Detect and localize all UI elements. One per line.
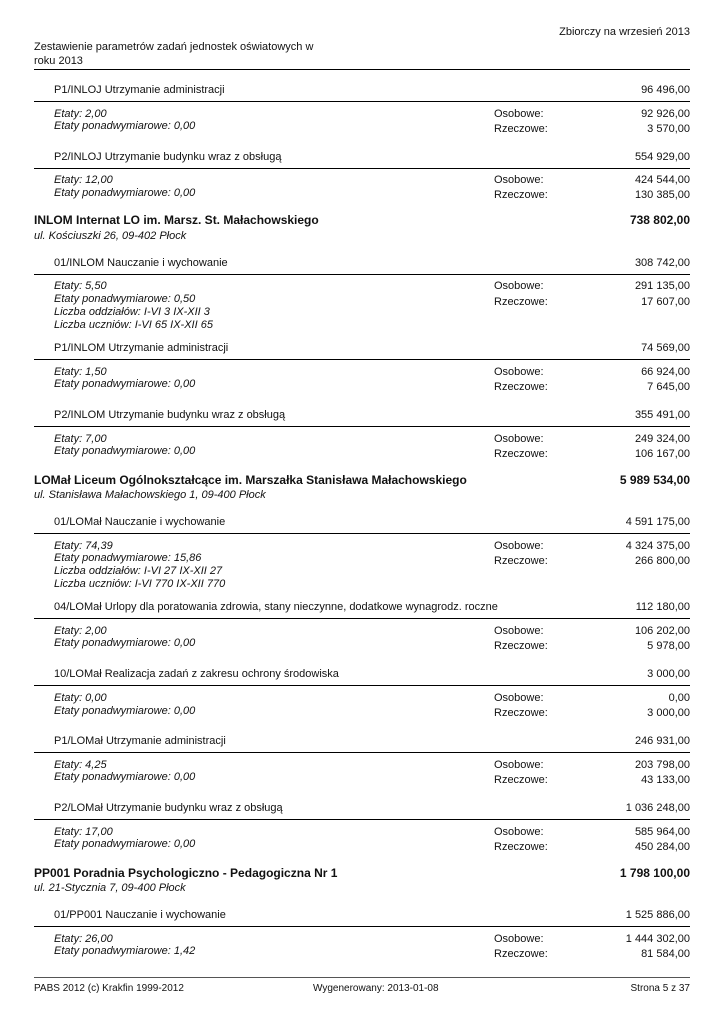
- task-amount: 112 180,00: [635, 601, 690, 613]
- osobowe-label: Osobowe:: [494, 108, 544, 120]
- osobowe-label: Osobowe:: [494, 433, 544, 445]
- liczba-uczniow: Liczba uczniów: I-VI 65 IX-XII 65: [54, 319, 213, 331]
- task-label: 01/LOMał Nauczanie i wychowanie: [54, 516, 226, 528]
- etaty: Etaty: 1,50: [54, 366, 107, 378]
- etaty-ponadwymiarowe: Etaty ponadwymiarowe: 1,42: [54, 945, 196, 957]
- etaty: Etaty: 2,00: [54, 108, 107, 120]
- liczba-oddzialow: Liczba oddziałów: I-VI 27 IX-XII 27: [54, 565, 223, 577]
- unit-name: PP001 Poradnia Psychologiczno - Pedagogiczna Nr 1: [34, 866, 338, 880]
- etaty: Etaty: 2,00: [54, 625, 107, 637]
- task-amount: 3 000,00: [647, 668, 690, 680]
- osobowe-label: Osobowe:: [494, 366, 544, 378]
- task-label: P1/LOMał Utrzymanie administracji: [54, 735, 226, 747]
- rzeczowe-label: Rzeczowe:: [494, 948, 548, 960]
- rzeczowe-label: Rzeczowe:: [494, 774, 548, 786]
- task-divider: [34, 274, 690, 275]
- footer-copyright: PABS 2012 (c) Krakfin 1999-2012: [34, 983, 184, 994]
- rzeczowe-value: 17 607,00: [641, 296, 690, 308]
- etaty-ponadwymiarowe: Etaty ponadwymiarowe: 0,00: [54, 637, 196, 649]
- etaty: Etaty: 7,00: [54, 433, 107, 445]
- etaty-ponadwymiarowe: Etaty ponadwymiarowe: 0,00: [54, 378, 196, 390]
- rzeczowe-label: Rzeczowe:: [494, 296, 548, 308]
- rzeczowe-value: 5 978,00: [647, 640, 690, 652]
- rzeczowe-label: Rzeczowe:: [494, 189, 548, 201]
- rzeczowe-value: 106 167,00: [634, 448, 690, 460]
- rzeczowe-value: 130 385,00: [634, 189, 690, 201]
- task-amount: 355 491,00: [634, 409, 690, 421]
- etaty-ponadwymiarowe: Etaty ponadwymiarowe: 15,86: [54, 552, 202, 564]
- task-divider: [34, 685, 690, 686]
- osobowe-value: 424 544,00: [634, 174, 690, 186]
- etaty: Etaty: 0,00: [54, 692, 107, 704]
- task-divider: [34, 819, 690, 820]
- task-amount: 554 929,00: [634, 151, 690, 163]
- unit-total: 738 802,00: [629, 213, 690, 227]
- osobowe-value: 291 135,00: [634, 280, 690, 292]
- task-divider: [34, 168, 690, 169]
- task-amount: 74 569,00: [641, 342, 690, 354]
- task-divider: [34, 101, 690, 102]
- rzeczowe-value: 7 645,00: [647, 381, 690, 393]
- task-divider: [34, 618, 690, 619]
- osobowe-value: 585 964,00: [634, 826, 690, 838]
- rzeczowe-value: 43 133,00: [641, 774, 690, 786]
- footer-generated: Wygenerowany: 2013-01-08: [313, 983, 439, 994]
- rzeczowe-label: Rzeczowe:: [494, 123, 548, 135]
- task-label: 10/LOMał Realizacja zadań z zakresu ochrony środowiska: [54, 668, 339, 680]
- osobowe-value: 106 202,00: [634, 625, 690, 637]
- rzeczowe-value: 266 800,00: [634, 555, 690, 567]
- osobowe-value: 1 444 302,00: [625, 933, 690, 945]
- task-label: 01/PP001 Nauczanie i wychowanie: [54, 909, 226, 921]
- osobowe-label: Osobowe:: [494, 540, 544, 552]
- osobowe-label: Osobowe:: [494, 692, 544, 704]
- unit-name: LOMał Liceum Ogólnokształcące im. Marszałka Stanisława Małachowskiego: [34, 473, 467, 487]
- osobowe-label: Osobowe:: [494, 933, 544, 945]
- osobowe-label: Osobowe:: [494, 759, 544, 771]
- report-title-line1: Zestawienie parametrów zadań jednostek oświatowych w: [34, 41, 314, 53]
- etaty: Etaty: 17,00: [54, 826, 113, 838]
- report-title-line2: roku 2013: [34, 55, 83, 67]
- etaty-ponadwymiarowe: Etaty ponadwymiarowe: 0,50: [54, 293, 196, 305]
- etaty: Etaty: 4,25: [54, 759, 107, 771]
- task-divider: [34, 359, 690, 360]
- report-period: Zbiorczy na wrzesień 2013: [559, 26, 690, 38]
- osobowe-value: 4 324 375,00: [625, 540, 690, 552]
- etaty-ponadwymiarowe: Etaty ponadwymiarowe: 0,00: [54, 705, 196, 717]
- liczba-uczniow: Liczba uczniów: I-VI 770 IX-XII 770: [54, 578, 226, 590]
- footer-page-number: Strona 5 z 37: [630, 983, 690, 994]
- osobowe-value: 0,00: [668, 692, 690, 704]
- etaty-ponadwymiarowe: Etaty ponadwymiarowe: 0,00: [54, 771, 196, 783]
- unit-total: 1 798 100,00: [619, 866, 690, 880]
- task-amount: 1 036 248,00: [625, 802, 690, 814]
- task-divider: [34, 752, 690, 753]
- osobowe-value: 92 926,00: [641, 108, 690, 120]
- task-divider: [34, 426, 690, 427]
- etaty-ponadwymiarowe: Etaty ponadwymiarowe: 0,00: [54, 120, 196, 132]
- unit-address: ul. 21-Stycznia 7, 09-400 Płock: [34, 882, 186, 894]
- rzeczowe-value: 3 000,00: [647, 707, 690, 719]
- task-divider: [34, 926, 690, 927]
- rzeczowe-value: 3 570,00: [647, 123, 690, 135]
- rzeczowe-label: Rzeczowe:: [494, 640, 548, 652]
- unit-address: ul. Stanisława Małachowskiego 1, 09-400 Płock: [34, 489, 266, 501]
- task-label: P2/INLOJ Utrzymanie budynku wraz z obsługą: [54, 151, 282, 163]
- osobowe-value: 249 324,00: [634, 433, 690, 445]
- task-amount: 96 496,00: [641, 84, 690, 96]
- osobowe-label: Osobowe:: [494, 826, 544, 838]
- header-divider: [34, 69, 690, 70]
- rzeczowe-label: Rzeczowe:: [494, 555, 548, 567]
- task-label: P2/INLOM Utrzymanie budynku wraz z obsługą: [54, 409, 286, 421]
- osobowe-value: 66 924,00: [641, 366, 690, 378]
- etaty: Etaty: 12,00: [54, 174, 113, 186]
- etaty-ponadwymiarowe: Etaty ponadwymiarowe: 0,00: [54, 838, 196, 850]
- etaty-ponadwymiarowe: Etaty ponadwymiarowe: 0,00: [54, 445, 196, 457]
- osobowe-label: Osobowe:: [494, 625, 544, 637]
- rzeczowe-label: Rzeczowe:: [494, 841, 548, 853]
- task-label: 04/LOMał Urlopy dla poratowania zdrowia, stany nieczynne, dodatkowe wynagrodz. roczne: [54, 601, 498, 613]
- rzeczowe-value: 81 584,00: [641, 948, 690, 960]
- liczba-oddzialow: Liczba oddziałów: I-VI 3 IX-XII 3: [54, 306, 210, 318]
- unit-address: ul. Kościuszki 26, 09-402 Płock: [34, 230, 187, 242]
- rzeczowe-label: Rzeczowe:: [494, 381, 548, 393]
- task-label: 01/INLOM Nauczanie i wychowanie: [54, 257, 228, 269]
- task-label: P1/INLOJ Utrzymanie administracji: [54, 84, 225, 96]
- unit-total: 5 989 534,00: [619, 473, 690, 487]
- osobowe-label: Osobowe:: [494, 174, 544, 186]
- etaty-ponadwymiarowe: Etaty ponadwymiarowe: 0,00: [54, 187, 196, 199]
- footer-divider: [34, 977, 690, 978]
- task-divider: [34, 533, 690, 534]
- rzeczowe-value: 450 284,00: [634, 841, 690, 853]
- task-amount: 4 591 175,00: [625, 516, 690, 528]
- etaty: Etaty: 26,00: [54, 933, 113, 945]
- task-label: P2/LOMał Utrzymanie budynku wraz z obsługą: [54, 802, 283, 814]
- osobowe-value: 203 798,00: [634, 759, 690, 771]
- task-amount: 246 931,00: [634, 735, 690, 747]
- unit-name: INLOM Internat LO im. Marsz. St. Małachowskiego: [34, 213, 319, 227]
- osobowe-label: Osobowe:: [494, 280, 544, 292]
- etaty: Etaty: 74,39: [54, 540, 113, 552]
- task-amount: 1 525 886,00: [625, 909, 690, 921]
- task-amount: 308 742,00: [634, 257, 690, 269]
- task-label: P1/INLOM Utrzymanie administracji: [54, 342, 229, 354]
- rzeczowe-label: Rzeczowe:: [494, 448, 548, 460]
- rzeczowe-label: Rzeczowe:: [494, 707, 548, 719]
- etaty: Etaty: 5,50: [54, 280, 107, 292]
